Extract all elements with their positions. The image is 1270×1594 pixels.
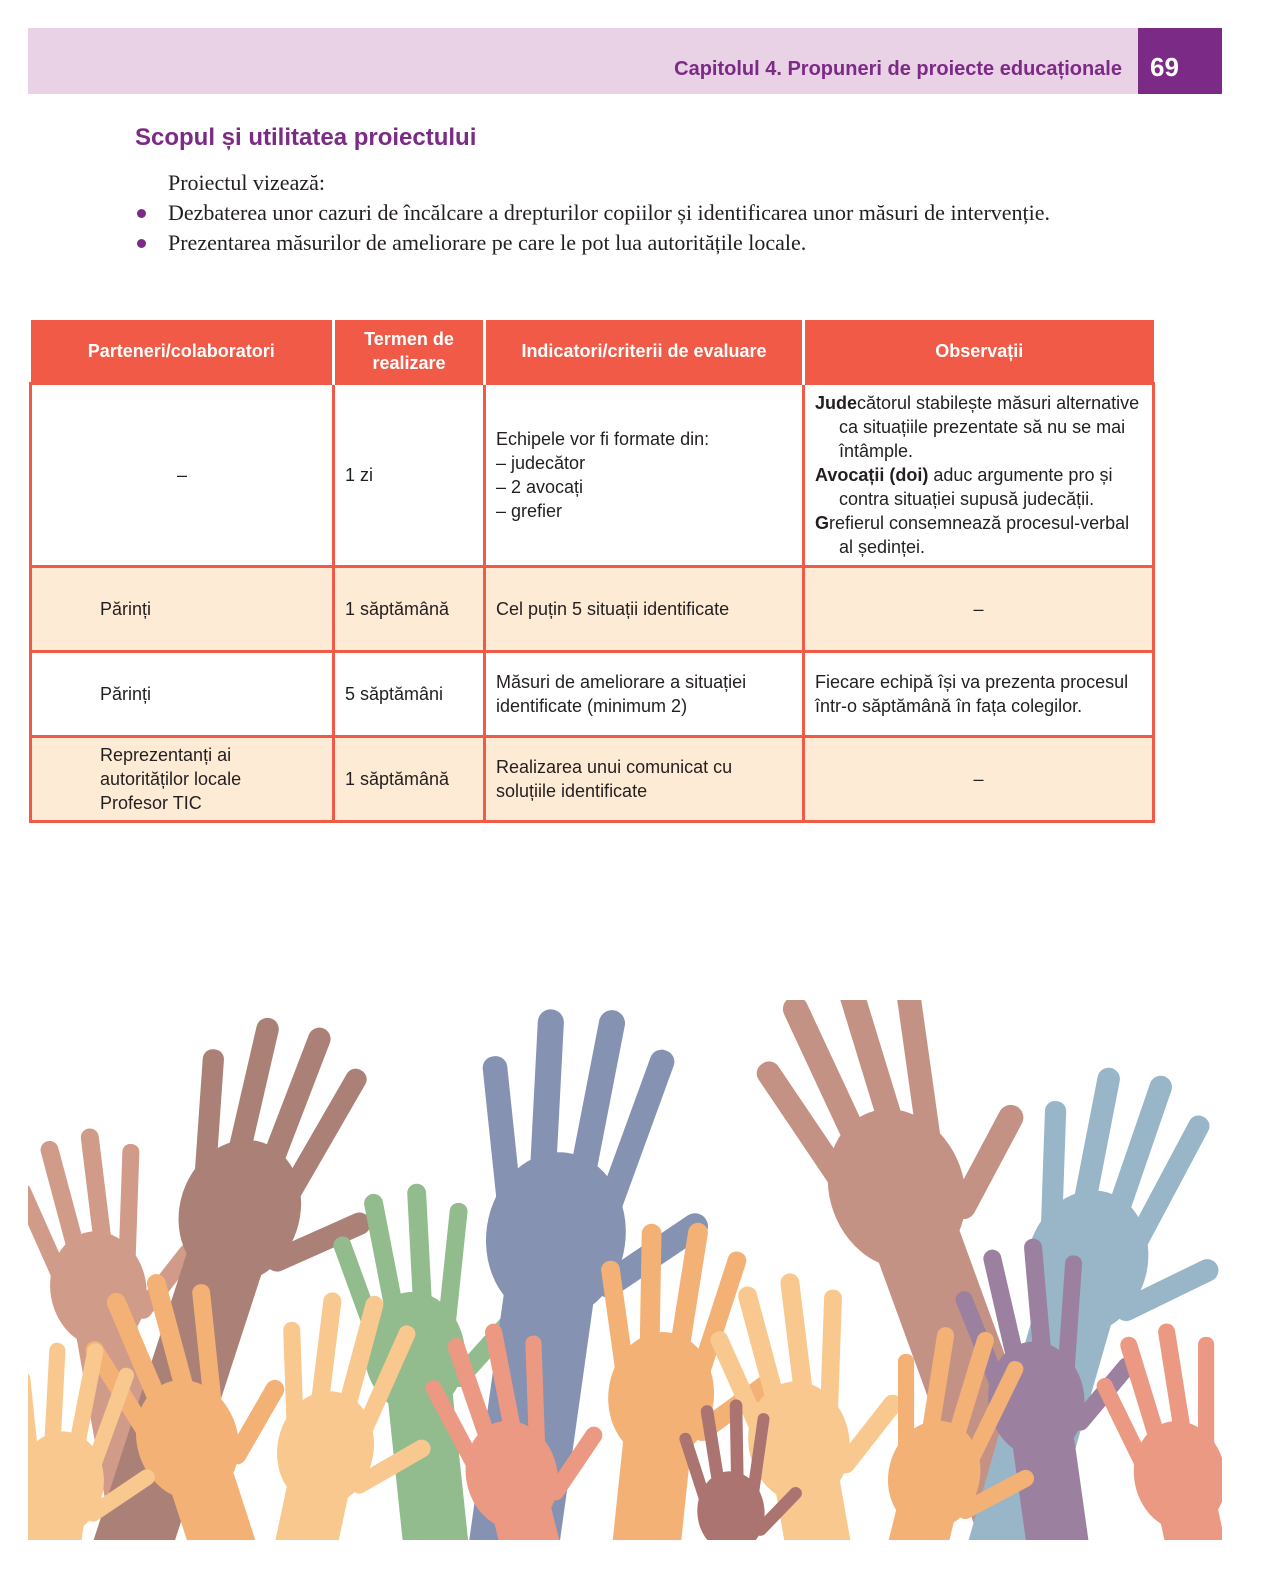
indicator-line: – 2 avocați [496,477,584,497]
intro-text: Proiectul vizează: [168,170,325,195]
raised-hands-illustration [28,1000,1222,1540]
cell-observations: – [804,737,1154,822]
header-term-text: Termen de realizare [364,329,454,373]
header-observations: Observații [804,320,1154,384]
cell-indicators: Realizarea unui comunicat cu soluțiile identificate [485,737,804,822]
header-term [334,320,485,384]
cell-term: 1 săptămână [334,567,485,652]
page-number: 69 [1150,52,1179,82]
table-row [31,384,1154,567]
header-partners: Parteneri/colaboratori [31,320,334,384]
header-indicators: Indicatori/criterii de evaluare [485,320,804,384]
cell-partners: – [31,384,334,567]
bullet-item [135,228,1195,258]
cell-partners [31,737,334,822]
cell-indicators [485,384,804,567]
table-header-row [31,320,1154,384]
cell-observations: Fiecare echipă își va prezenta procesul într-o săptămână în fața colegilor. [804,652,1154,737]
project-table [29,320,1155,823]
table-row [31,737,1154,822]
observation-lawyers: Avocații (doi) aduc argumente pro și contra situației supusă judecății. [815,465,1113,509]
bullet-text: Prezentarea măsurilor de ameliorare pe care le pot lua autoritățile locale. [168,230,807,255]
indicator-line: – grefier [496,501,563,521]
indicator-line: – judecător [496,453,586,473]
observation-judge: Judecătorul stabilește măsuri alternative ca situațiile prezentate să nu se mai întâmple. [815,393,1140,461]
indicator-line: Echipele vor fi formate din: [496,429,710,449]
table-row [31,652,1154,737]
cell-term: 1 săptămână [334,737,485,822]
project-goals [135,168,1195,258]
observation-clerk: Grefierul consemnează procesul-verbal al ședinței. [815,513,1130,557]
cell-partners: Părinți [31,652,334,737]
bullet-dot-icon [137,239,146,248]
bullet-text: Dezbaterea unor cazuri de încălcare a drepturilor copiilor și identificarea unor măsuri de intervenție. [168,200,1051,225]
partner-line: Reprezentanți ai [100,745,232,765]
partner-line: Profesor TIC [100,793,202,813]
cell-indicators: Măsuri de ameliorare a situației identificate (minimum 2) [485,652,804,737]
cell-term: 5 săptămâni [334,652,485,737]
cell-partners: Părinți [31,567,334,652]
bullet-dot-icon [137,209,146,218]
cell-indicators: Cel puțin 5 situații identificate [485,567,804,652]
bullet-item [135,198,1195,228]
cell-term: 1 zi [334,384,485,567]
section-heading: Scopul și utilitatea proiectului [135,124,477,151]
page-number-box [1138,28,1222,94]
cell-observations [804,384,1154,567]
chapter-title: Capitolul 4. Propuneri de proiecte educaționale [674,58,1122,80]
cell-observations: – [804,567,1154,652]
partner-line: autorităților locale [100,769,242,789]
header-band [28,28,1138,94]
table-row [31,567,1154,652]
